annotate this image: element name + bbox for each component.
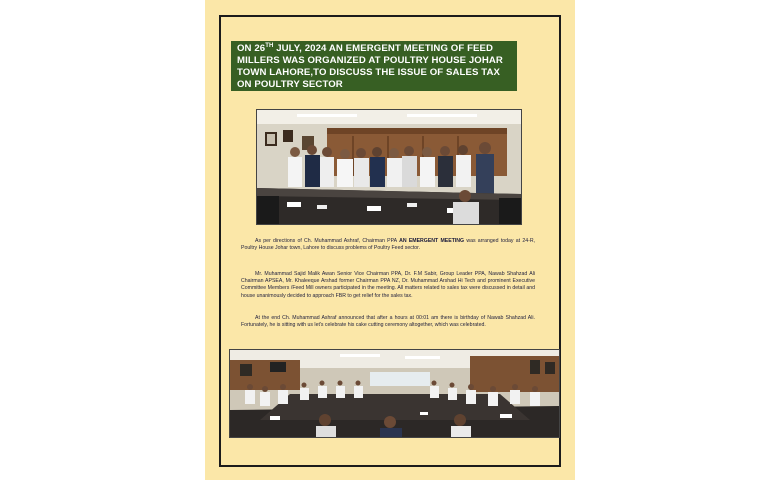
headline-superscript: TH [265,43,274,49]
document-page [205,0,575,480]
headline-text-rest: JULY, 2024 AN EMERGENT MEETING OF FEED MILLERS WAS ORGANIZED AT POULTRY HOUSE JOHAR TOWN LAHORE,TO DISCUSS THE ISSUE OF SALES TAX ON POULTRY SECTOR [237,43,503,90]
paragraph-3 [241,315,535,329]
paragraph-1 [241,238,535,252]
paragraph-3-text: At the end Ch. Muhammad Ashraf announced that after a hours at 00:01 am there is birthday of Nawab Shahzad Ali. Fortunately, he is sitting with us let's celebrate his cake cutting ceremony altogether, which was celebrated. [241,315,535,329]
paragraph-2 [241,271,535,300]
headline-banner [231,41,517,91]
paragraph-1-text-b: was arranged today at 24-R, Poultry House Johar town, Lahore to discuss problems of Poultry Feed sector. [241,238,536,252]
paragraph-1-bold: AN EMERGENT MEETING [399,238,465,244]
group-photo-image [257,110,521,224]
paragraph-1-text-a: As per directions of Ch. Muhammad Ashraf, Chairman PPA [255,238,400,244]
paragraph-2-text: Mr. Muhammad Sajid Malik Awan Senior Vice Chairman PPA, Dr. F.M Sabir, Group Leader PPA, Nawab Shahzad Ali Chairman APSEA, Mr. Khaleeque Arshad former Chairman PPA NZ, Dr. Muhammad Arshad Hi Tech and prominent Executive Committee Members /Feed Mill owners participated in the meeting. All matters related to sales tax were discussed in detail and house unanimously decided to approach FBR to get relief for the sales tax. [241,271,535,299]
meeting-panorama-photo [229,349,560,438]
headline-text-start: ON 26 [237,43,266,54]
meeting-panorama-image [230,350,559,437]
group-photo [256,109,522,225]
